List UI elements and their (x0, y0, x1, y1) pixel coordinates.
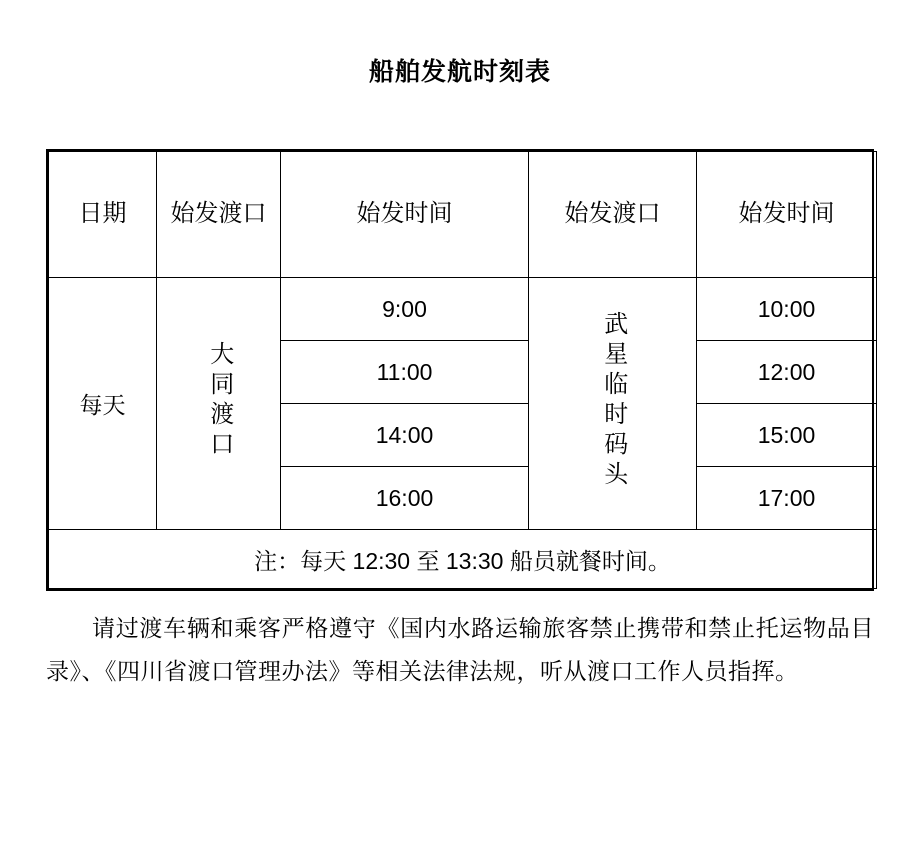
cell-time-left-2: 11:00 (281, 341, 529, 404)
cell-date-everyday: 每天 (49, 278, 157, 530)
header-departure-time-left: 始发时间 (281, 152, 529, 278)
cell-port-right-label: 武星临时码头 (599, 310, 627, 491)
schedule-table (48, 151, 877, 589)
footer-notice: 请过渡车辆和乘客严格遵守《国内水路运输旅客禁止携带和禁止托运物品目录》、《四川省渡口管理办法》等相关法律法规，听从渡口工作人员指挥。 (46, 615, 874, 684)
header-departure-time-right: 始发时间 (697, 152, 877, 278)
cell-time-right-1: 10:00 (697, 278, 877, 341)
document-page (0, 52, 920, 852)
cell-time-right-3: 15:00 (697, 404, 877, 467)
table-row (49, 278, 877, 341)
cell-port-left-label: 大同渡口 (205, 340, 233, 461)
cell-time-left-3: 14:00 (281, 404, 529, 467)
cell-time-left-4: 16:00 (281, 467, 529, 530)
cell-time-right-2: 12:00 (697, 341, 877, 404)
header-date: 日期 (49, 152, 157, 278)
header-departure-port-left-label: 始发渡口 (170, 200, 267, 228)
table-header-row (49, 152, 877, 278)
cell-time-left-1: 9:00 (281, 278, 529, 341)
table-note: 注：每天 12:30 至 13:30 船员就餐时间。 (49, 530, 877, 589)
header-departure-port-left (157, 152, 281, 278)
page-title: 船舶发航时刻表 (368, 58, 551, 86)
cell-time-right-4: 17:00 (697, 467, 877, 530)
table-note-row (49, 530, 877, 589)
schedule-table-container (46, 149, 874, 591)
header-departure-port-right (529, 152, 697, 278)
header-departure-port-right-label: 始发渡口 (564, 200, 661, 228)
cell-port-right (529, 278, 697, 530)
cell-port-left (157, 278, 281, 530)
